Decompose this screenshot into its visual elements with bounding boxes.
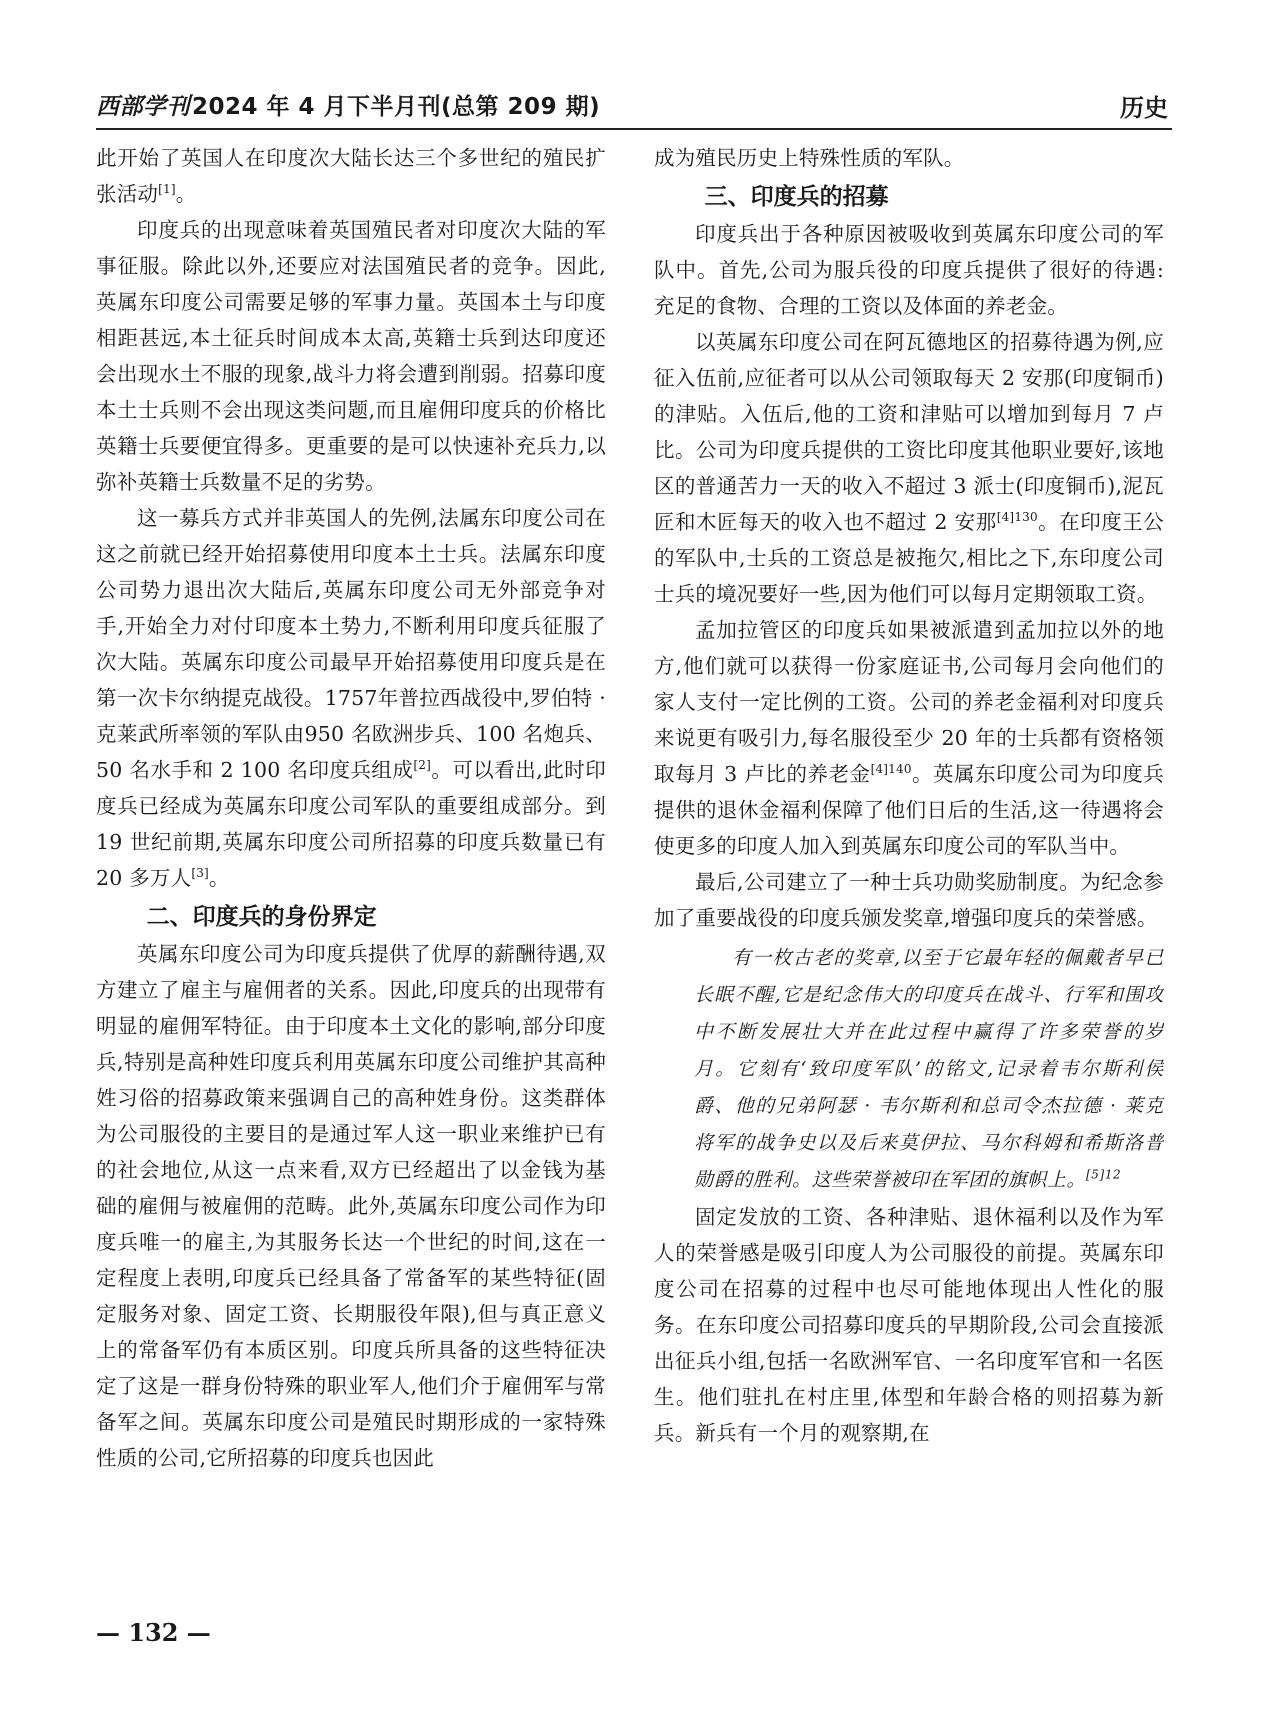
citation: [4]140 <box>870 762 912 777</box>
paragraph: 以英属东印度公司在阿瓦德地区的招募待遇为例,应征入伍前,应征者可以从公司领取每天 2 安那(印度铜币)的津贴。入伍后,他的工资和津贴可以增加到每月 7 卢比。公司为印度兵提供的工资比印度其他职业要好,该地区的普通苦力一天的收入不超过 3 派士(印度铜币),泥瓦匠和木匠每天的收入也不超过 2 安那$^{[4]130}$。在印度王公的军队中,士兵的工资总是被拖欠,相比之下,东印度公司士兵的境况要好一些,因为他们可以每月定期领取工资。 <box>654 330 1164 606</box>
paragraph: 固定发放的工资、各种津贴、退休福利以及作为军人的荣誉感是吸引印度人为公司服役的前提。英属东印度公司在招募的过程中也尽可能地体现出人性化的服务。在东印度公司招募印度兵的早期阶段,公司会直接派出征兵小组,包括一名欧洲军官、一名印度军官和一名医生。他们驻扎在村庄里,体型和年龄合格的则招募为新兵。新兵有一个月的观察期,在 <box>654 1205 1164 1445</box>
page-number: — 132 — <box>96 1618 211 1647</box>
citation: [3] <box>191 866 209 881</box>
left-column <box>96 140 606 1600</box>
paragraph: 成为殖民历史上特殊性质的军队。 <box>654 146 965 170</box>
paragraph: 孟加拉管区的印度兵如果被派遣到孟加拉以外的地方,他们就可以获得一份家庭证书,公司每月会向他们的家人支付一定比例的工资。公司的养老金福利对印度兵来说更有吸引力,每名服役至少 20 年的士兵都有资格领取每月 3 卢比的养老金$^{[4]140}$。英属东印度公司为印度兵提供的退休金福利保障了他们日后的生活,这一待遇将会使更多的印度人加入到英属东印度公司的军队当中。 <box>654 618 1164 858</box>
citation: [5]12 <box>1086 1167 1122 1182</box>
paragraph: 此开始了英国人在印度次大陆长达三个多世纪的殖民扩张活动[1]。 <box>96 146 606 206</box>
journal-logo: 西部学刊 <box>96 93 190 120</box>
paragraph: 印度兵出于各种原因被吸收到英属东印度公司的军队中。首先,公司为服兵役的印度兵提供了很好的待遇:充足的食物、合理的工资以及体面的养老金。 <box>654 222 1164 318</box>
section-heading: 二、印度兵的身份界定 <box>146 904 377 930</box>
block-quote: 有一枚古老的奖章,以至于它最年轻的佩戴者早已长眠不醒,它是纪念伟大的印度兵在战斗、行军和围攻中不断发展壮大并在此过程中赢得了许多荣誉的岁月。它刻有‘致印度军队’的铭文,记录着韦尔斯利侯爵、他的兄弟阿瑟 · 韦尔斯利和总司令杰拉德 · 莱克将军的战争史以及后来莫伊拉、马尔科姆和希斯洛普勋爵的胜利。这些荣誉被印在军团的旗帜上。$^{[5]12}$ <box>694 947 1164 1191</box>
citation: [2] <box>413 758 432 773</box>
journal-issue <box>96 88 600 121</box>
right-column <box>654 140 1164 1600</box>
citation: [1] <box>158 182 176 197</box>
issue-label: 2024 年 4 月下半月刊(总第 209 期) <box>192 94 601 120</box>
page-header <box>96 84 1172 130</box>
section-heading: 三、印度兵的招募 <box>704 184 889 210</box>
section-label: 历史 <box>1120 94 1168 122</box>
paragraph: 英属东印度公司为印度兵提供了优厚的薪酬待遇,双方建立了雇主与雇佣者的关系。因此,印度兵的出现带有明显的雇佣军特征。由于印度本土文化的影响,部分印度兵,特别是高种姓印度兵利用英属东印度公司维护其高种姓习俗的招募政策来强调自己的高种姓身份。这类群体为公司服役的主要目的是通过军人这一职业来维护已有的社会地位,从这一点来看,双方已经超出了以金钱为基础的雇佣与被雇佣的范畴。此外,英属东印度公司作为印度兵唯一的雇主,为其服务长达一个世纪的时间,这在一定程度上表明,印度兵已经具备了常备军的某些特征(固定服务对象、固定工资、长期服役年限),但与真正意义上的常备军仍有本质区别。印度兵所具备的这些特征决定了这是一群身份特殊的职业军人,他们介于雇佣军与常备军之间。英属东印度公司是殖民时期形成的一家特殊性质的公司,它所招募的印度兵也因此 <box>96 942 606 1470</box>
paragraph: 这一募兵方式并非英国人的先例,法属东印度公司在这之前就已经开始招募使用印度本土士兵。法属东印度公司势力退出次大陆后,英属东印度公司无外部竞争对手,开始全力对付印度本土势力,不断利用印度兵征服了次大陆。英属东印度公司最早开始招募使用印度兵是在第一次卡尔纳提克战役。1757年普拉西战役中,罗伯特 · 克莱武所率领的军队由950 名欧洲步兵、100 名炮兵、50 名水手和 2 100 名印度兵组成[2]。可以看出,此时印度兵已经成为英属东印度公司军队的重要组成部分。到 19 世纪前期,英属东印度公司所招募的印度兵数量已有 20 多万人[3]。 <box>96 506 606 890</box>
citation: [4]130 <box>996 510 1038 525</box>
paragraph: 印度兵的出现意味着英国殖民者对印度次大陆的军事征服。除此以外,还要应对法国殖民者的竞争。因此,英属东印度公司需要足够的军事力量。英国本土与印度相距甚远,本土征兵时间成本太高,英籍士兵到达印度还会出现水土不服的现象,战斗力将会遭到削弱。招募印度本土士兵则不会出现这类问题,而且雇佣印度兵的价格比英籍士兵要便宜得多。更重要的是可以快速补充兵力,以弥补英籍士兵数量不足的劣势。 <box>96 218 606 494</box>
paragraph: 最后,公司建立了一种士兵功勋奖励制度。为纪念参加了重要战役的印度兵颁发奖章,增强印度兵的荣誉感。 <box>654 870 1164 930</box>
